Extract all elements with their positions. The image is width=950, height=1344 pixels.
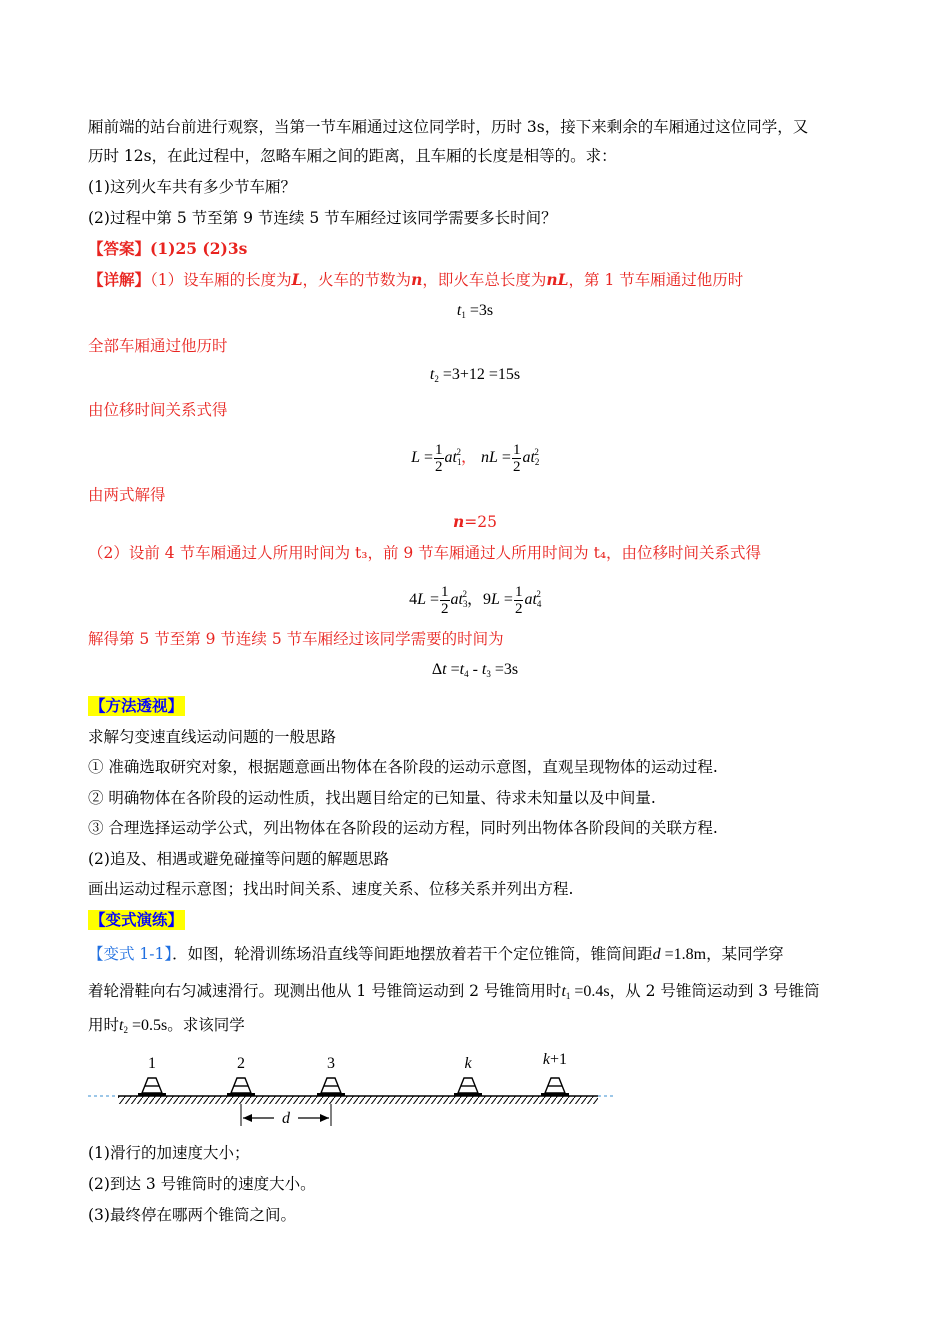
practice-heading (88, 910, 185, 930)
equation-n-value: =25 (464, 513, 497, 531)
practice-t2-value: =0.5s (131, 1017, 168, 1034)
detail-text: （1）设车厢的长度为 (150, 271, 292, 289)
detail-label: 【详解】 (88, 270, 151, 289)
equation-displacement: L = $\frac{1}{2}$ $at_1^2$， nL = $\frac{1}{2}$ $at_2^2$ (411, 441, 540, 475)
method-title: 求解匀变速直线运动问题的一般思路 (88, 728, 337, 746)
answer-line (88, 239, 247, 259)
method-item-5: 画出运动过程示意图；找出时间关系、速度关系、位移关系并列出方程. (88, 880, 574, 898)
practice-text: 用时 (88, 1016, 120, 1034)
detail-text: ，即火车总长度为 (422, 271, 547, 289)
equation-delta-t: $\Delta t =t_4 - t_3 =3s$ (431, 661, 519, 679)
cone-3 (317, 1078, 345, 1096)
answer-label: 【答案】 (88, 239, 151, 258)
equation-t2-value: =3+12 =15s (442, 366, 521, 383)
practice-tag: 【变式 1-1】 (88, 945, 173, 963)
practice-text: ．如图，轮滑训练场沿直线等间距地摆放着若干个定位锥筒，锥筒间距 (172, 945, 653, 963)
cone-label-2: 2 (237, 1055, 245, 1072)
practice-text: ，某同学穿 (706, 945, 784, 963)
equation-displacement-2: 4L = $\frac{1}{2}$ $at_3^2$，9L = $\frac{1}{2}$ $at_4^2$ (409, 583, 542, 617)
detail-line-5: （2）设前 4 节车厢通过人所用时间为 t₃，前 9 节车厢通过人所用时间为 t₄，由位移时间关系式得 (88, 544, 762, 562)
ground-hatch (118, 1096, 598, 1104)
cone-2 (227, 1078, 255, 1096)
practice-text-line-2: 着轮滑鞋向右匀减速滑行。现测出他从 1 号锥筒运动到 2 号锥筒用时$t_1 =0.4s$，从 2 号锥筒运动到 3 号锥筒 (88, 982, 820, 1001)
method-item-1: ① 准确选取研究对象，根据题意画出物体在各阶段的运动示意图，直观呈现物体的运动过程. (88, 758, 718, 776)
practice-question-3: (3)最终停在哪两个锥筒之间。 (88, 1206, 296, 1224)
practice-d-value: =1.8m (664, 946, 707, 963)
equation-t2: $t_2 =3+12 =15s$ (429, 366, 521, 384)
practice-text-line-1: 【变式 1-1】．如图，轮滑训练场沿直线等间距地摆放着若干个定位锥筒，锥筒间距d =1.8m，某同学穿 (88, 945, 784, 963)
question-1: (1)这列火车共有多少节车厢？ (88, 178, 296, 196)
method-label: 【方法透视】 (90, 696, 184, 715)
detail-text: ，火车的节数为 (302, 271, 412, 289)
practice-label: 【变式演练】 (90, 910, 184, 929)
equation-n (0, 512, 950, 532)
detail-text: ，第 1 节车厢通过他历时 (568, 271, 744, 289)
equation-delta-t-value: =3s (494, 661, 519, 678)
practice-text: ，从 2 号锥筒运动到 3 号锥筒 (609, 982, 820, 1000)
practice-question-1: (1)滑行的加速度大小； (88, 1144, 250, 1162)
var-nL: nL (546, 270, 569, 289)
question-2: (2)过程中第 5 节至第 9 节连续 5 节车厢经过该同学需要多长时间？ (88, 209, 557, 227)
detail-line-3: 由位移时间关系式得 (88, 401, 228, 419)
practice-text-line-3: 用时$t_2 =0.5s$。求该同学 (88, 1016, 245, 1035)
cone-k (454, 1078, 482, 1096)
practice-question-2: (2)到达 3 号锥筒时的速度大小。 (88, 1175, 316, 1193)
cone-diagram (88, 1042, 613, 1138)
var-n: n (411, 270, 423, 289)
cone-label-3: 3 (327, 1055, 335, 1072)
detail-line-1 (88, 270, 743, 290)
var-L: L (291, 270, 303, 289)
dimension-label-d: d (282, 1110, 290, 1127)
cone-1 (138, 1078, 166, 1096)
problem-text-line-2: 历时 12s，在此过程中，忽略车厢之间的距离，且车厢的长度是相等的。求： (88, 147, 617, 165)
method-item-2: ② 明确物体在各阶段的运动性质，找出题目给定的已知量、待求未知量以及中间量. (88, 789, 656, 807)
method-item-4: (2)追及、相遇或避免碰撞等问题的解题思路 (88, 850, 389, 868)
cone-label-k: k (464, 1055, 472, 1072)
method-item-3: ③ 合理选择运动学公式，列出物体在各阶段的运动方程，同时列出物体各阶段间的关联方程. (88, 819, 718, 837)
detail-line-6: 解得第 5 节至第 9 节连续 5 节车厢经过该同学需要的时间为 (88, 630, 504, 648)
var-n: n (453, 512, 465, 531)
answer-text: (1)25 (2)3s (150, 239, 248, 258)
equation-t1: $t_1 =3s$ (456, 302, 494, 320)
method-heading (88, 696, 185, 716)
practice-t1-value: =0.4s (574, 983, 610, 1000)
detail-line-4: 由两式解得 (88, 486, 166, 504)
cone-label-k-plus-1: k+1 (542, 1051, 568, 1068)
detail-line-2: 全部车厢通过他历时 (88, 337, 228, 355)
equation-t1-value: =3s (469, 302, 494, 319)
cone-label-1: 1 (148, 1055, 156, 1072)
cone-k-plus-1 (541, 1078, 569, 1096)
practice-text: 着轮滑鞋向右匀减速滑行。现测出他从 1 号锥筒运动到 2 号锥筒用时 (88, 982, 562, 1000)
problem-text-line-1: 厢前端的站台前进行观察，当第一节车厢通过这位同学时，历时 3s，接下来剩余的车厢通过这位同学，又 (88, 118, 809, 136)
practice-text: 。求该同学 (167, 1016, 245, 1034)
